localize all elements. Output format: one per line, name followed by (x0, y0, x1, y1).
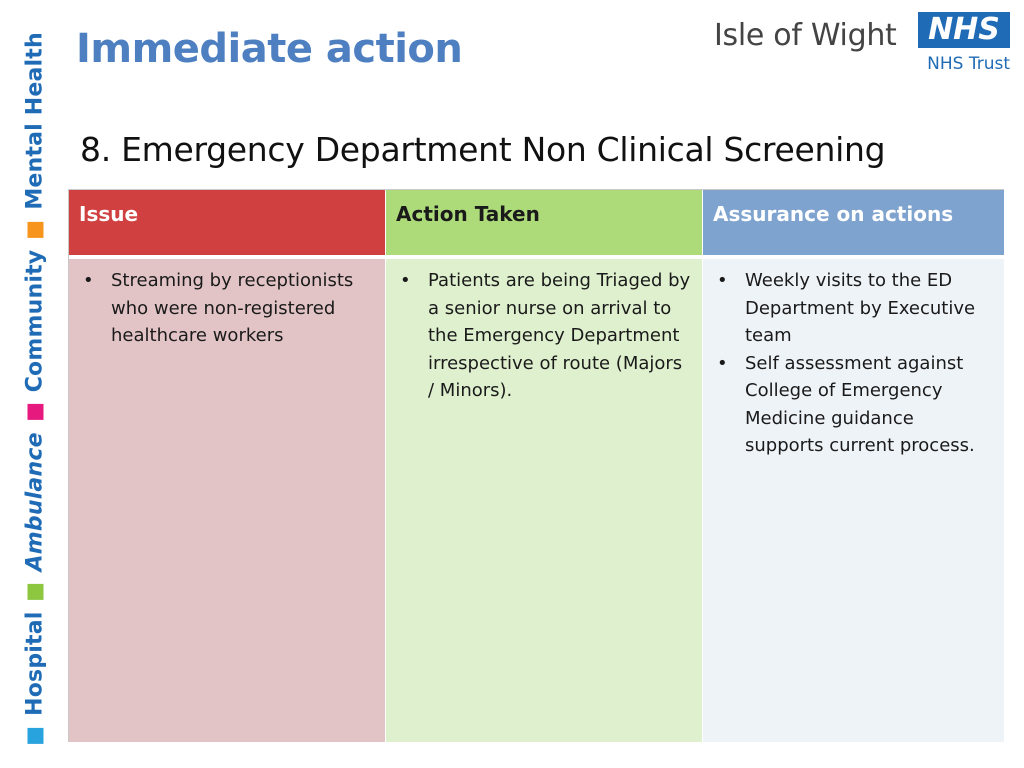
service-strip-labels (23, 26, 48, 750)
cell-action-taken (386, 256, 703, 743)
list-item: • Patients are being Triaged by a senior nurse on arrival to the Emergency Department irrespective of route (Majors / Minors). (400, 270, 691, 401)
logo-trust-subtitle: NHS Trust (927, 54, 1010, 74)
header-action-taken: Action Taken (386, 190, 703, 256)
action-table (68, 189, 1004, 742)
list-item: • Streaming by receptionists who were non-registered healthcare workers (83, 270, 354, 346)
ambulance-square-icon (27, 583, 43, 599)
service-hospital: Hospital (22, 611, 48, 716)
logo-trust-name: Isle of Wight (714, 18, 897, 53)
issue-text: Streaming by receptionists who were non-registered healthcare workers (111, 270, 354, 346)
nhs-badge-icon: NHS (918, 12, 1010, 48)
service-mental-health: Mental Health (22, 32, 48, 210)
cell-assurance (703, 256, 1005, 743)
service-community: Community (22, 249, 48, 393)
action-text: Patients are being Triaged by a senior nurse on arrival to the Emergency Department irrespective of route (Majors / Minors). (428, 270, 691, 401)
list-item: • Self assessment against College of Emergency Medicine guidance supports current process. (717, 352, 975, 456)
nhs-logo (714, 12, 1010, 78)
header-assurance: Assurance on actions (703, 190, 1005, 256)
list-item: • Weekly visits to the ED Department by Executive team (717, 270, 976, 346)
mental-health-square-icon (27, 222, 43, 238)
community-square-icon (27, 404, 43, 420)
hospital-square-icon (27, 728, 43, 744)
service-ambulance: Ambulance (22, 432, 48, 572)
slide-title: Immediate action (76, 26, 463, 72)
slide-subtitle: 8. Emergency Department Non Clinical Screening (80, 130, 886, 169)
cell-issue (69, 256, 386, 743)
service-strip (0, 0, 70, 768)
header-issue: Issue (69, 190, 386, 256)
assurance-text-1: Weekly visits to the ED Department by Executive team (745, 270, 976, 346)
assurance-text-2: Self assessment against College of Emergency Medicine guidance supports current process. (745, 352, 975, 456)
